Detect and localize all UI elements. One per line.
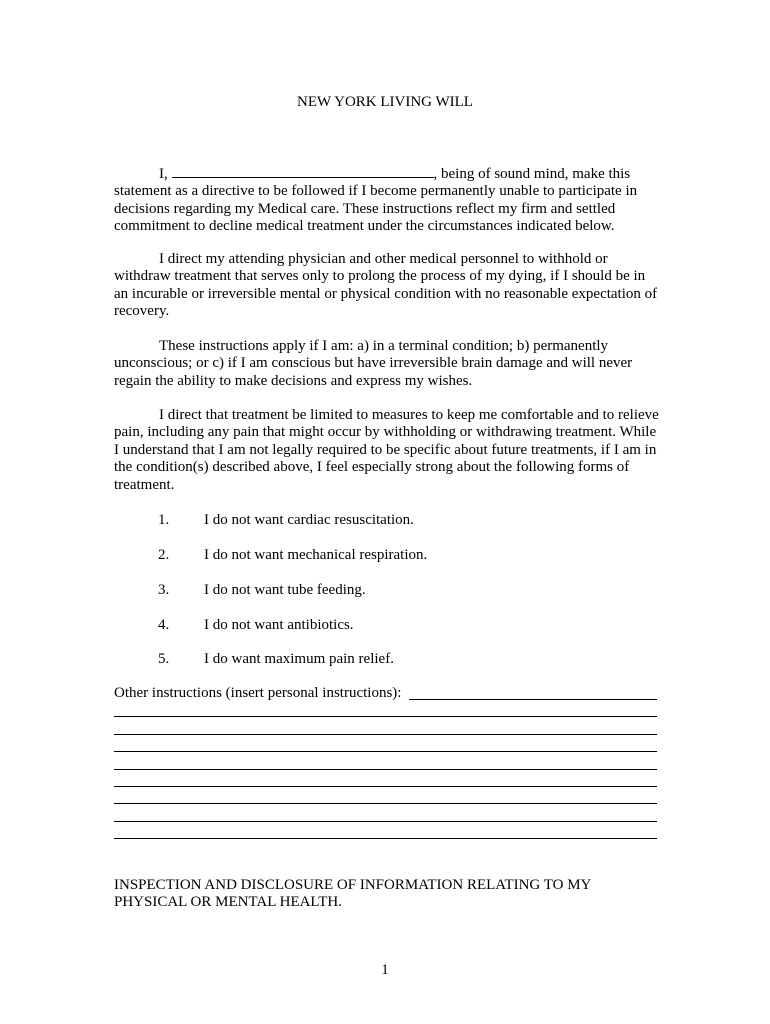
instructions-blank-line[interactable] xyxy=(114,803,657,804)
name-blank-field[interactable] xyxy=(172,164,434,178)
paragraph-withhold-treatment: I direct my attending physician and other medical personnel to withhold or withdraw treatment that serves only to prolong the process of my dying, if I should be in an incurable or irreversible mental or physical condition with no reasonable expectation of recovery. xyxy=(114,251,658,320)
paragraph-treatment-limits: I direct that treatment be limited to measures to keep me comfortable and to relieve pain, including any pain that might occur by withholding or withdrawing treatment. While I understand that I am not legally required to be specific about future treatments, if I am in the condition(s) described above, I feel especially strong about the following forms of treatment. xyxy=(114,407,659,493)
list-item xyxy=(158,651,394,668)
instructions-blank-line[interactable] xyxy=(114,751,657,752)
list-item xyxy=(158,617,354,634)
intro-prefix: I, xyxy=(159,166,172,182)
instructions-blank-line[interactable] xyxy=(114,838,657,839)
list-item-number: 3. xyxy=(158,582,170,598)
instructions-blank-line[interactable] xyxy=(114,786,657,787)
instructions-blank-line[interactable] xyxy=(114,716,657,717)
intro-paragraph xyxy=(114,164,659,236)
instructions-blank-line[interactable] xyxy=(114,821,657,822)
list-item-number: 5. xyxy=(158,651,170,667)
list-item-text: I do not want tube feeding. xyxy=(204,582,366,598)
list-item xyxy=(158,582,366,599)
list-item xyxy=(158,547,427,564)
list-item-text: I do not want mechanical respiration. xyxy=(204,547,428,563)
document-title: NEW YORK LIVING WILL xyxy=(297,94,473,110)
list-item-text: I do not want cardiac resuscitation. xyxy=(204,512,414,528)
list-item-number: 1. xyxy=(158,512,170,528)
list-item-text: I do not want antibiotics. xyxy=(204,617,354,633)
page-number: 1 xyxy=(381,962,389,978)
list-item-number: 2. xyxy=(158,547,170,563)
list-item-text: I do want maximum pain relief. xyxy=(204,651,394,667)
list-item xyxy=(158,512,414,529)
other-instructions-label: Other instructions (insert personal instructions): xyxy=(114,685,402,701)
list-item-number: 4. xyxy=(158,617,170,633)
instructions-blank-line[interactable] xyxy=(114,734,657,735)
paragraph-conditions: These instructions apply if I am: a) in a terminal condition; b) permanently unconscious; or c) if I am conscious but have irreversible brain damage and will never regain the ability to make decisions and express my wishes. xyxy=(114,338,633,389)
other-instructions-field[interactable] xyxy=(409,699,657,700)
section-heading-inspection-disclosure: INSPECTION AND DISCLOSURE OF INFORMATION RELATING TO MY PHYSICAL OR MENTAL HEALTH. xyxy=(114,877,591,911)
instructions-blank-line[interactable] xyxy=(114,769,657,770)
intro-suffix: , being of sound mind, make this statement as a directive to be followed if I become permanently unable to participate in decisions regarding my Medical care. These instructions reflect my firm and settled commitment to decline medical treatment under the circumstances indicated below. xyxy=(114,166,638,235)
